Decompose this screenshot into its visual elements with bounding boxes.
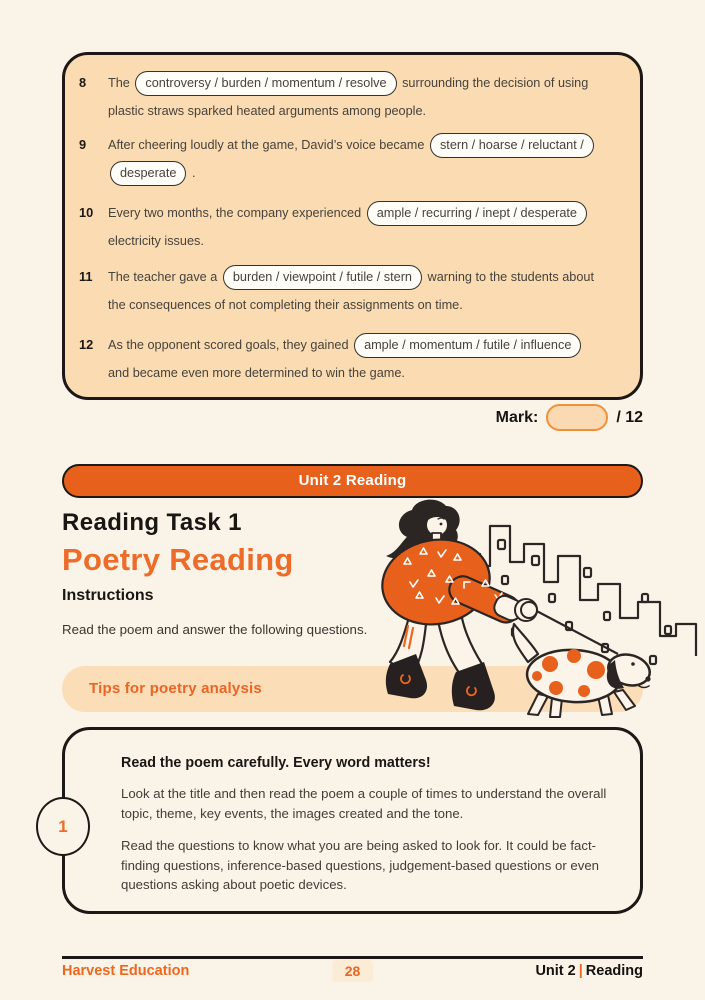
task-header (62, 509, 402, 637)
footer-brand: Harvest Education (62, 963, 190, 979)
question-line (108, 331, 583, 359)
vocab-exercise-panel (62, 52, 643, 400)
question-row (79, 331, 632, 387)
mark-label: Mark: (495, 408, 539, 426)
question-body (108, 263, 594, 319)
footer (62, 963, 643, 979)
question-line (108, 359, 583, 387)
footer-page-number: 28 (332, 960, 374, 982)
tip-number-badge: 1 (36, 797, 90, 856)
page-title: Poetry Reading (62, 542, 294, 577)
unit-banner: Unit 2 Reading (62, 464, 643, 498)
tip-paragraphs (121, 784, 612, 895)
question-text: Every two months, the company experienced (108, 206, 365, 220)
question-text: the consequences of not completing their assignments on time. (108, 298, 463, 312)
word-options-pill: ample / recurring / inept / desperate (367, 201, 587, 226)
question-line (108, 69, 588, 97)
question-line (108, 131, 596, 159)
question-body (108, 131, 596, 187)
woman-figure (376, 500, 537, 711)
question-number: 10 (79, 205, 94, 220)
instructions-text: Read the poem and answer the following questions. (62, 622, 368, 637)
question-text: As the opponent scored goals, they gained (108, 338, 353, 352)
question-body (108, 331, 583, 387)
tip-paragraph: Look at the title and then read the poem a couple of times to understand the overall topic, theme, key events, the images created and the tone. (121, 786, 607, 821)
mark-total: / 12 (616, 408, 643, 426)
question-line (108, 291, 594, 319)
footer-divider (62, 956, 643, 959)
tip-paragraph: Read the questions to know what you are being asked to look for. It could be fact-finding questions, inference-based questions, judgement-based questions or even questions asking about poetic devices. (121, 838, 599, 893)
question-line (108, 97, 588, 125)
word-options-pill: desperate (110, 161, 186, 186)
task-kicker: Reading Task 1 (62, 509, 242, 536)
question-body (108, 199, 589, 255)
question-text: After cheering loudly at the game, David’s voice became (108, 138, 428, 152)
question-number: 8 (79, 75, 87, 90)
question-text: warning to the students about (424, 270, 594, 284)
footer-section (535, 963, 643, 979)
question-text: and became even more determined to win the game. (108, 366, 405, 380)
question-row (79, 131, 632, 187)
tips-band-label: Tips for poetry analysis (89, 680, 262, 697)
question-number: 9 (79, 137, 87, 152)
question-text: The teacher gave a (108, 270, 221, 284)
question-line (108, 227, 589, 255)
question-row (79, 69, 632, 125)
question-line (108, 263, 594, 291)
word-options-pill: ample / momentum / futile / influence (354, 333, 581, 358)
word-options-pill: controversy / burden / momentum / resolve (135, 71, 396, 96)
woman-walking-dog-illustration (352, 498, 702, 730)
mark-input-pill (546, 404, 608, 431)
instructions-label: Instructions (62, 587, 154, 604)
question-text: . (188, 166, 196, 180)
question-row (79, 199, 632, 255)
tip-heading: Read the poem carefully. Every word matters! (121, 755, 431, 771)
question-number: 11 (79, 269, 93, 284)
question-text: plastic straws sparked heated arguments among people. (108, 104, 427, 118)
tip-card (62, 727, 643, 914)
question-line (108, 199, 589, 227)
question-line (108, 159, 596, 187)
dog-figure (513, 624, 653, 717)
question-number: 12 (79, 337, 94, 352)
footer-unit: Unit 2 (535, 963, 576, 979)
question-body (108, 69, 588, 125)
question-text: electricity issues. (108, 234, 204, 248)
word-options-pill: stern / hoarse / reluctant / (430, 133, 594, 158)
mark-row (496, 404, 643, 431)
question-text: The (108, 76, 134, 90)
question-list (79, 69, 632, 387)
question-row (79, 263, 632, 319)
footer-separator: | (578, 963, 583, 979)
word-options-pill: burden / viewpoint / futile / stern (223, 265, 422, 290)
footer-section-name: Reading (585, 963, 643, 979)
question-text: surrounding the decision of using (398, 76, 589, 90)
